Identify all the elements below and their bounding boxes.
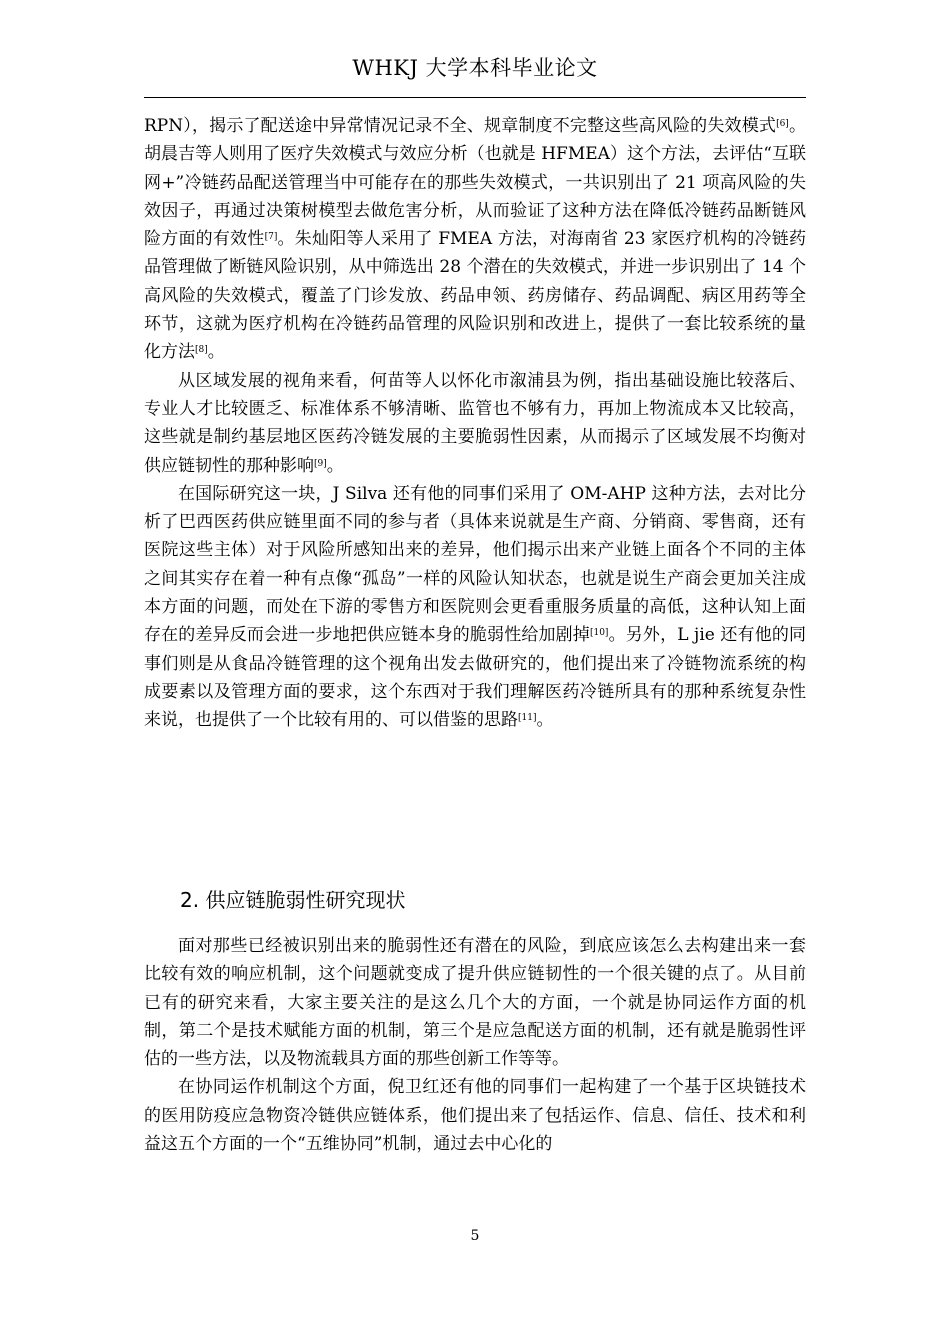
text-run: 。 [326, 455, 344, 476]
text-run: 从区域发展的视角来看，何苗等人以怀化市溆浦县为例，指出基础设施比较落后、专业人才比较匮乏、标准体系不够清晰、监管也不够有力，再加上物流成本又比较高，这些就是制约基层地区医药冷链发展的主要脆弱性因素，从而揭示了区域发展不均衡对供应链韧性的那种影响 [144, 370, 806, 476]
text-run: RPN），揭示了配送途中异常情况记录不全、规章制度不完整这些高风险的失效模式 [144, 116, 777, 136]
paragraph-4: 面对那些已经被识别出来的脆弱性还有潜在的风险，到底应该怎么去构建出来一套比较有效的响应机制，这个问题就变成了提升供应链韧性的一个很关键的点了。从目前已有的研究来看，大家主要关注的是这么几个大的方面，一个就是协同运作方面的机制，第二个是技术赋能方面的机制，第三个是应急配送方面的机制，还有就是脆弱性评估的一些方法，以及物流载具方面的那些创新工作等等。 [144, 936, 806, 1070]
paragraph-2 [144, 367, 806, 480]
citation: [11] [518, 713, 537, 724]
text-run: 。 [207, 342, 225, 363]
paragraph-5: 在协同运作机制这个方面，倪卫红还有他的同事们一起构建了一个基于区块链技术的医用防疫应急物资冷链供应链体系，他们提出来了包括运作、信息、信任、技术和利益这五个方面的一个“五维协同”机制，通过去中心化的 [144, 1077, 806, 1155]
citation: [10] [589, 628, 609, 639]
text-run: 在国际研究这一块，J Silva 还有他的同事们采用了 OM-AHP 这种方法，去对比分析了巴西医药供应链里面不同的参与者（具体来说就是生产商、分销商、零售商，还有医院这些主体）对于风险所感知出来的差异，他们揭示出来产业链上面各个不同的主体之间其实存在着一种有点像“孤岛”一样的风险认知状态，也就是说生产商会更加关注成本方面的问题，而处在下游的零售方和医院则会更看重服务质量的高低，这种认知上面存在的差异反而会进一步地把供应链本身的脆弱性给加剧掉 [144, 483, 806, 646]
citation: [9] [314, 458, 327, 469]
citation: [7] [264, 232, 278, 243]
section-heading: 2. 供应链脆弱性研究现状 [180, 888, 406, 912]
citation: [6] [776, 119, 789, 129]
body-block-2 [144, 932, 806, 1158]
text-run: 。朱灿阳等人采用了 FMEA 方法，对海南省 23 家医疗机构的冷链药品管理做了断链风险识别，从中筛选出 28 个潜在的失效模式，并进一步识别出了 14 个高风险的失效模式，覆盖了门诊发放、药品申领、药房储存、药品调配、病区用药等全环节，这就为医疗机构在冷链药品管理的风险识别和改进上，提供了一套比较系统的量化方法 [144, 229, 806, 363]
paragraph-3 [144, 480, 806, 735]
page-header [144, 40, 806, 98]
text-run: 。胡晨吉等人则用了医疗失效模式与效应分析（也就是 HFMEA）这个方法，去评估“互联网+”冷链药品配送管理当中可能存在的那些失效模式，一共识别出了 21 项高风险的失效因子，再通过决策树模型去做危害分析，从而验证了这种方法在降低冷链药品断链风险方面的有效性 [144, 116, 806, 250]
citation: [8] [195, 345, 208, 356]
body-block-1 [144, 112, 806, 735]
text-run: 。 [536, 710, 554, 731]
paragraph-1 [144, 112, 806, 367]
page-number: 5 [470, 1228, 480, 1244]
text-run: 。另外，L jie 还有他的同事们则是从食品冷链管理的这个视角出发去做研究的，他们提出来了冷链物流系统的构成要素以及管理方面的要求，这个东西对于我们理解医药冷链所具有的那种系统复杂性来说，也提供了一个比较有用的、可以借鉴的思路 [144, 625, 806, 731]
header-title: WHKJ 大学本科毕业论文 [352, 56, 598, 80]
